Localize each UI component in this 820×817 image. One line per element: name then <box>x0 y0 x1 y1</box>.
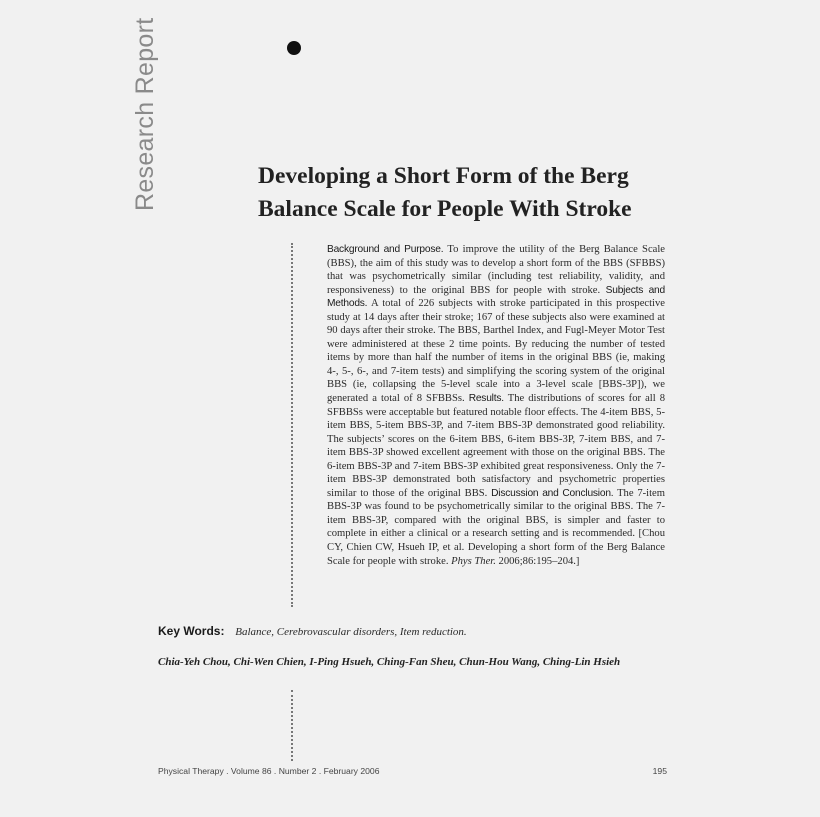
keywords-label: Key Words: <box>158 624 225 638</box>
title-line-2: Balance Scale for People With Stroke <box>258 196 632 222</box>
page-footer <box>158 766 667 776</box>
footer-page-number: 195 <box>652 766 667 776</box>
citation-tail: 2006;86:195–204.] <box>495 555 580 567</box>
abstract-results-text: The distributions of scores for all 8 SFBBSs were acceptable but featured notable floor effects. The 4-item BBS, 5-item BBS, 5-item BBS-3P, and 7-item BBS-3P demonstrated good reliability. The subjects’ scores on the 6-item BBS, 6-item BBS-3P, 7-item BBS, and 7-item BBS-3P showed excellent agreement with those on the original BBS. The 6-item BBS-3P and 7-item BBS-3P exhibited great responsiveness. Only the 7-item BBS-3P demonstrated both satisfactory and psychometric properties similar to those of the original BBS. <box>327 393 666 499</box>
article-title <box>258 160 718 226</box>
author-list: Chia-Yeh Chou, Chi-Wen Chien, I-Ping Hsueh, Ching-Fan Sheu, Chun-Hou Wang, Ching-Lin Hsieh <box>158 656 621 668</box>
abstract-discussion-heading: Discussion and Conclusion. <box>491 487 614 499</box>
bullet-dot <box>287 41 301 55</box>
footer-journal-info: Physical Therapy . Volume 86 . Number 2 . February 2006 <box>158 766 380 776</box>
abstract-discussion-text: The 7-item BBS-3P was found to be psychometrically similar to the original BBS. The 7-item BBS-3P, compared with the original BBS, is simpler and faster to complete in either a clinical or a research setting and is recommended. [Chou CY, Chien CW, Hsueh IP, et al. Developing a short form of the Berg Balance Scale for people with stroke. <box>327 487 666 567</box>
abstract-background-heading: Background and Purpose. <box>327 244 444 255</box>
abstract-results-heading: Results. <box>468 393 504 405</box>
abstract <box>327 243 665 568</box>
citation-journal: Phys Ther. <box>451 555 496 567</box>
dotted-rule-top <box>291 243 293 607</box>
dotted-rule-bottom <box>291 690 293 761</box>
abstract-subjects-text: A total of 226 subjects with stroke participated in this prospective study at 14 days after their stroke; 167 of these subjects also were examined at 90 days after their stroke. The BBS, Barthel Index, and Fugl-Meyer Motor Test were administered at these 2 time points. By reducing the number of tested items by more than half the number of items in the original BBS (ie, making 4-, 5-, 6-, and 7-item tests) and simplifying the scoring system of the original BBS (ie, collapsing the 5-level scale into a 3-level scale [BBS-3P]), we generated a total of 8 SFBBSs. <box>327 298 665 405</box>
title-line-1: Developing a Short Form of the Berg <box>258 163 629 189</box>
keywords-list: Balance, Cerebrovascular disorders, Item reduction. <box>235 626 467 638</box>
abstract-background-text: To improve the utility of the Berg Balance Scale (BBS), the aim of this study was to develop a short form of the BBS (SFBBS) that was psychometrically similar (including test reliability, validity, and responsiveness) to the original BBS for people with stroke. <box>327 244 666 296</box>
section-label: Research Report <box>131 17 159 211</box>
abstract-subjects-heading: Subjects and Methods. <box>327 284 665 310</box>
keywords <box>158 624 678 638</box>
